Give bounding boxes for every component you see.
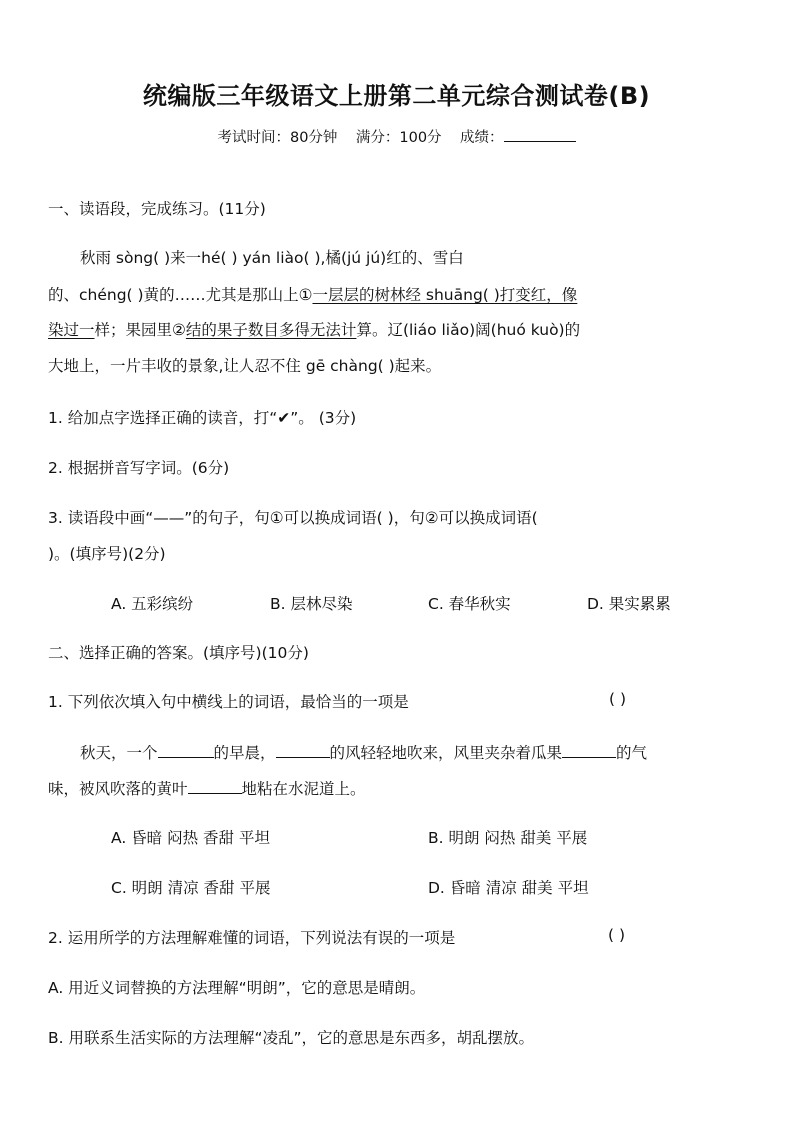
answer-paren-2-1[interactable]: ( ) — [609, 690, 627, 708]
exam-full-score: 满分：100分 — [355, 130, 442, 146]
exam-time: 考试时间：80分钟 — [217, 130, 338, 146]
fill-text-4: 的气 — [616, 744, 648, 762]
question-2-2: 2. 运用所学的方法理解难懂的词语，下列说法有误的一项是 — [48, 929, 456, 947]
fill-blank-4[interactable] — [188, 779, 242, 794]
option-c[interactable]: C. 春华秋实 — [428, 595, 511, 613]
exam-title: 统编版三年级语文上册第二单元综合测试卷(B) — [142, 82, 651, 110]
underlined-sentence-2: 结的果子数目多得无法计 — [185, 321, 357, 339]
exam-score-label: 成绩： — [460, 130, 504, 146]
answer-paren-2-2[interactable]: ( ) — [608, 926, 626, 944]
passage-line-3 — [48, 318, 580, 340]
question-1-3: 3. 读语段中画“——”的句子，句①可以换成词语( )，句②可以换成词语( — [48, 509, 538, 527]
q2-option-b[interactable]: B. 用联系生活实际的方法理解“凌乱”，它的意思是东西多，胡乱摆放。 — [48, 1029, 535, 1047]
fill-text-2: 的早晨， — [213, 744, 276, 762]
fill-blank-3[interactable] — [562, 743, 616, 758]
q2-option-a[interactable]: A. 用近义词替换的方法理解“明朗”，它的意思是晴朗。 — [48, 979, 426, 997]
fill-blank-1[interactable] — [158, 743, 214, 758]
score-blank[interactable] — [504, 127, 576, 142]
passage-line-3-text: 样；果园里② — [94, 321, 186, 339]
exam-info — [0, 126, 793, 147]
fill-text-5: 味，被风吹落的黄叶 — [48, 780, 188, 798]
fill-text-1: 秋天，一个 — [80, 744, 158, 762]
fill-sentence-line-2 — [48, 777, 366, 799]
passage-line-2-text: 的、chéng( )黄的……尤其是那山上① — [48, 286, 313, 304]
passage-line-2 — [48, 283, 577, 305]
section2-heading: 二、选择正确的答案。(填序号)(10分) — [48, 644, 309, 662]
passage-line-3-rest: 算。辽(liáo liǎo)阔(huó kuò)的 — [356, 321, 581, 339]
fill-blank-2[interactable] — [276, 743, 330, 758]
option-b[interactable]: B. 层林尽染 — [270, 595, 353, 613]
passage-line-4: 大地上，一片丰收的景象,让人忍不住 gē chàng( )起来。 — [48, 357, 442, 375]
fill-sentence-line-1 — [80, 741, 647, 763]
question-2-1: 1. 下列依次填入句中横线上的词语，最恰当的一项是 — [48, 693, 409, 711]
passage-line-1: 秋雨 sòng( )来一hé( ) yán liào( ),橘(jú jú)红的、雪白 — [80, 249, 464, 267]
option-d[interactable]: D. 果实累累 — [587, 595, 671, 613]
q1-option-b[interactable]: B. 明朗 闷热 甜美 平展 — [428, 829, 588, 847]
question-1-1: 1. 给加点字选择正确的读音，打“✔”。 (3分) — [48, 409, 357, 427]
question-1-2: 2. 根据拼音写字词。(6分) — [48, 459, 230, 477]
option-a[interactable]: A. 五彩缤纷 — [111, 595, 194, 613]
underlined-sentence-1: 一层层的树林经 shuāng( )打变红，像 — [312, 286, 578, 304]
fill-text-3: 的风轻轻地吹来，风里夹杂着瓜果 — [329, 744, 563, 762]
q1-option-a[interactable]: A. 昏暗 闷热 香甜 平坦 — [111, 829, 270, 847]
fill-text-6: 地粘在水泥道上。 — [241, 780, 366, 798]
q1-option-c[interactable]: C. 明朗 清凉 香甜 平展 — [111, 879, 271, 897]
section1-heading: 一、读语段，完成练习。(11分) — [48, 200, 266, 218]
underlined-sentence-1-end: 染过一 — [48, 321, 95, 339]
q1-option-d[interactable]: D. 昏暗 清凉 甜美 平坦 — [428, 879, 589, 897]
question-1-3-cont: )。(填序号)(2分) — [48, 545, 166, 563]
